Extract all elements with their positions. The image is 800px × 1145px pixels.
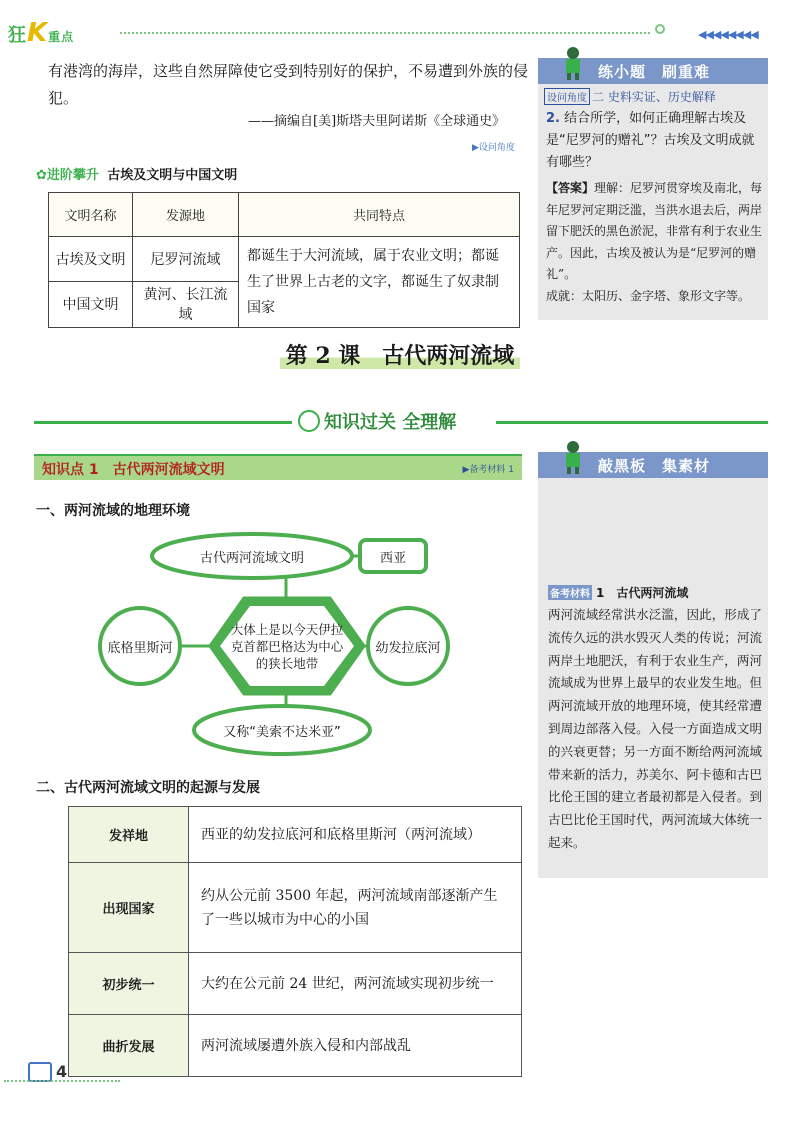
brand-logo: 狂K重点 bbox=[8, 18, 75, 48]
calendar-icon bbox=[28, 1062, 52, 1082]
practice-question: 2. 结合所学，如何正确理解古埃及是“尼罗河的赠礼”？古埃及文明成就有哪些？ bbox=[546, 111, 755, 170]
source-tag[interactable]: ▶设问角度 bbox=[472, 143, 515, 153]
header-dot-icon bbox=[655, 24, 665, 34]
node-top: 古代两河流域文明 bbox=[199, 550, 304, 566]
table-row: 曲折发展 两河流域屡遭外族入侵和内部战乱 bbox=[69, 1015, 522, 1077]
knowledge-point-label: 知识点 1 古代两河流域文明 bbox=[42, 462, 225, 478]
common-features: 都诞生于大河流域，属于农业文明；都诞生了世界上古老的文字，都诞生了奴隶制国家 bbox=[239, 237, 520, 328]
header-arrows-icon: ◀◀◀◀◀◀◀◀ bbox=[698, 28, 758, 41]
material-text: 两河流域经常洪水泛滥，因此，形成了流传久远的洪水毁灭人类的传说；河流两岸土地肥沃，有利于农业生产，两河流域成为世界上最早的农业发生地。但两河流域开放的地理环境，使其经常遭到周边部落入侵。入侵一方面造成文明的兴衰更替；另一方面不断给两河流域带来新的活力，苏美尔、阿卡德和古巴比伦王国的建立者最初都是入侵者。到古巴比伦王国时代，两河流域大体统一起来。 bbox=[548, 607, 762, 850]
node-center: 大体上是以今天伊拉克首都巴格达为中心的狭长地带 bbox=[230, 621, 344, 671]
table-row: 古埃及文明 尼罗河流域 都诞生于大河流域，属于农业文明；都诞生了世界上古老的文字，都诞生了奴隶制国家 bbox=[49, 237, 520, 282]
page-number: 4 bbox=[56, 1062, 68, 1081]
table-row: 出现国家 约从公元前 3500 年起，两河流域南部逐渐产生了一些以城市为中心的小国 bbox=[69, 863, 522, 953]
question-angle: 设问角度 二 史料实证、历史解释 bbox=[544, 88, 716, 105]
footer-divider bbox=[4, 1080, 120, 1082]
swirl-icon bbox=[298, 410, 320, 432]
citation: ——摘编自[美]斯塔夫里阿诺斯《全球通史》 bbox=[248, 114, 506, 129]
section2-title: 二、古代两河流域文明的起源与发展 bbox=[36, 780, 260, 796]
table-row: 中国文明 黄河、长江流域 bbox=[49, 281, 520, 327]
section1-title: 一、两河流域的地理环境 bbox=[36, 503, 190, 519]
table-row: 初步统一 大约在公元前 24 世纪，两河流域实现初步统一 bbox=[69, 953, 522, 1015]
banner-line-right bbox=[496, 421, 768, 424]
advanced-heading: ✿进阶攀升 古埃及文明与中国文明 bbox=[36, 168, 238, 183]
practice-answer: 【答案】理解：尼罗河贯穿埃及南北，每年尼罗河定期泛滥，当洪水退去后，两岸留下肥沃的黑色淤泥，非常有利于农业生产。因此，古埃及被认为是“尼罗河的赠礼”。 成就：太阳历、金字塔、象形文字等。 bbox=[546, 181, 763, 303]
node-bottom: 又称“美索不达米亚” bbox=[223, 724, 341, 740]
advanced-table bbox=[48, 192, 520, 328]
banner-line-left bbox=[34, 421, 292, 424]
geography-diagram bbox=[96, 528, 476, 768]
student-icon bbox=[560, 46, 586, 80]
ref-link[interactable]: ▶备考材料 1 bbox=[462, 465, 514, 475]
leaf-icon: ✿ bbox=[36, 168, 47, 183]
development-table bbox=[68, 806, 522, 1077]
lesson-title: 第 2 课 古代两河流域 bbox=[0, 339, 800, 370]
practice-header: 练小题 刷重难 bbox=[538, 58, 768, 84]
table-header: 发源地 bbox=[133, 193, 239, 237]
header-divider bbox=[120, 32, 650, 34]
material-header: 敲黑板 集素材 bbox=[538, 452, 768, 478]
banner-title: 知识过关 全理解 bbox=[298, 408, 456, 434]
node-euphrates: 幼发拉底河 bbox=[375, 640, 441, 656]
table-row: 发祥地 西亚的幼发拉底河和底格里斯河（两河流域） bbox=[69, 807, 522, 863]
knowledge-point-bar bbox=[34, 454, 522, 480]
table-header: 共同特点 bbox=[239, 193, 520, 237]
node-tigris: 底格里斯河 bbox=[107, 640, 173, 656]
teacher-icon bbox=[560, 440, 586, 474]
material-ref-title: 备考材料 1 古代两河流域 bbox=[550, 586, 689, 600]
intro-text: 有港湾的海岸，这些自然屏障使它受到特别好的保护，不易遭到外族的侵犯。 bbox=[48, 62, 529, 107]
node-west-asia: 西亚 bbox=[379, 550, 406, 566]
table-header: 文明名称 bbox=[49, 193, 133, 237]
